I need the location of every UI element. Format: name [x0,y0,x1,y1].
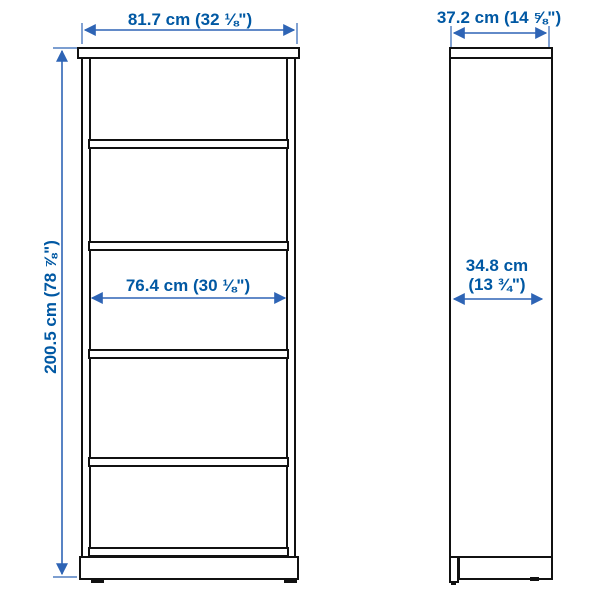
shelf [89,242,288,250]
side-view-drawing [450,48,552,585]
front-width-label: 81.7 cm (32 ⅛") [127,10,253,29]
front-right-foot [284,579,297,583]
front-view-drawing [78,48,299,583]
front-left-foot [91,579,104,583]
front-top-board [78,48,299,58]
inner-width-label: 76.4 cm (30 ⅛") [125,276,251,295]
shelf [89,140,288,148]
bottom-shelf [89,548,288,556]
side-plinth [459,557,552,579]
shelf [89,458,288,466]
inner-depth-label-cm: 34.8 cm [465,256,529,275]
side-depth-label: 37.2 cm (14 ⅝") [436,8,562,27]
shelf [89,350,288,358]
side-top-board [450,48,552,58]
front-plinth [80,557,298,579]
side-body-frame [450,58,552,557]
inner-depth-label [447,256,547,294]
front-body-frame [82,58,295,557]
side-depth-dimension [451,26,549,47]
side-back-foot [530,577,539,581]
inner-depth-label-inches: (13 ¾") [468,275,526,294]
side-front-plinth-strip [450,557,458,582]
height-label: 200.5 cm (78 ⅞") [41,240,60,374]
side-front-foot [451,582,456,585]
